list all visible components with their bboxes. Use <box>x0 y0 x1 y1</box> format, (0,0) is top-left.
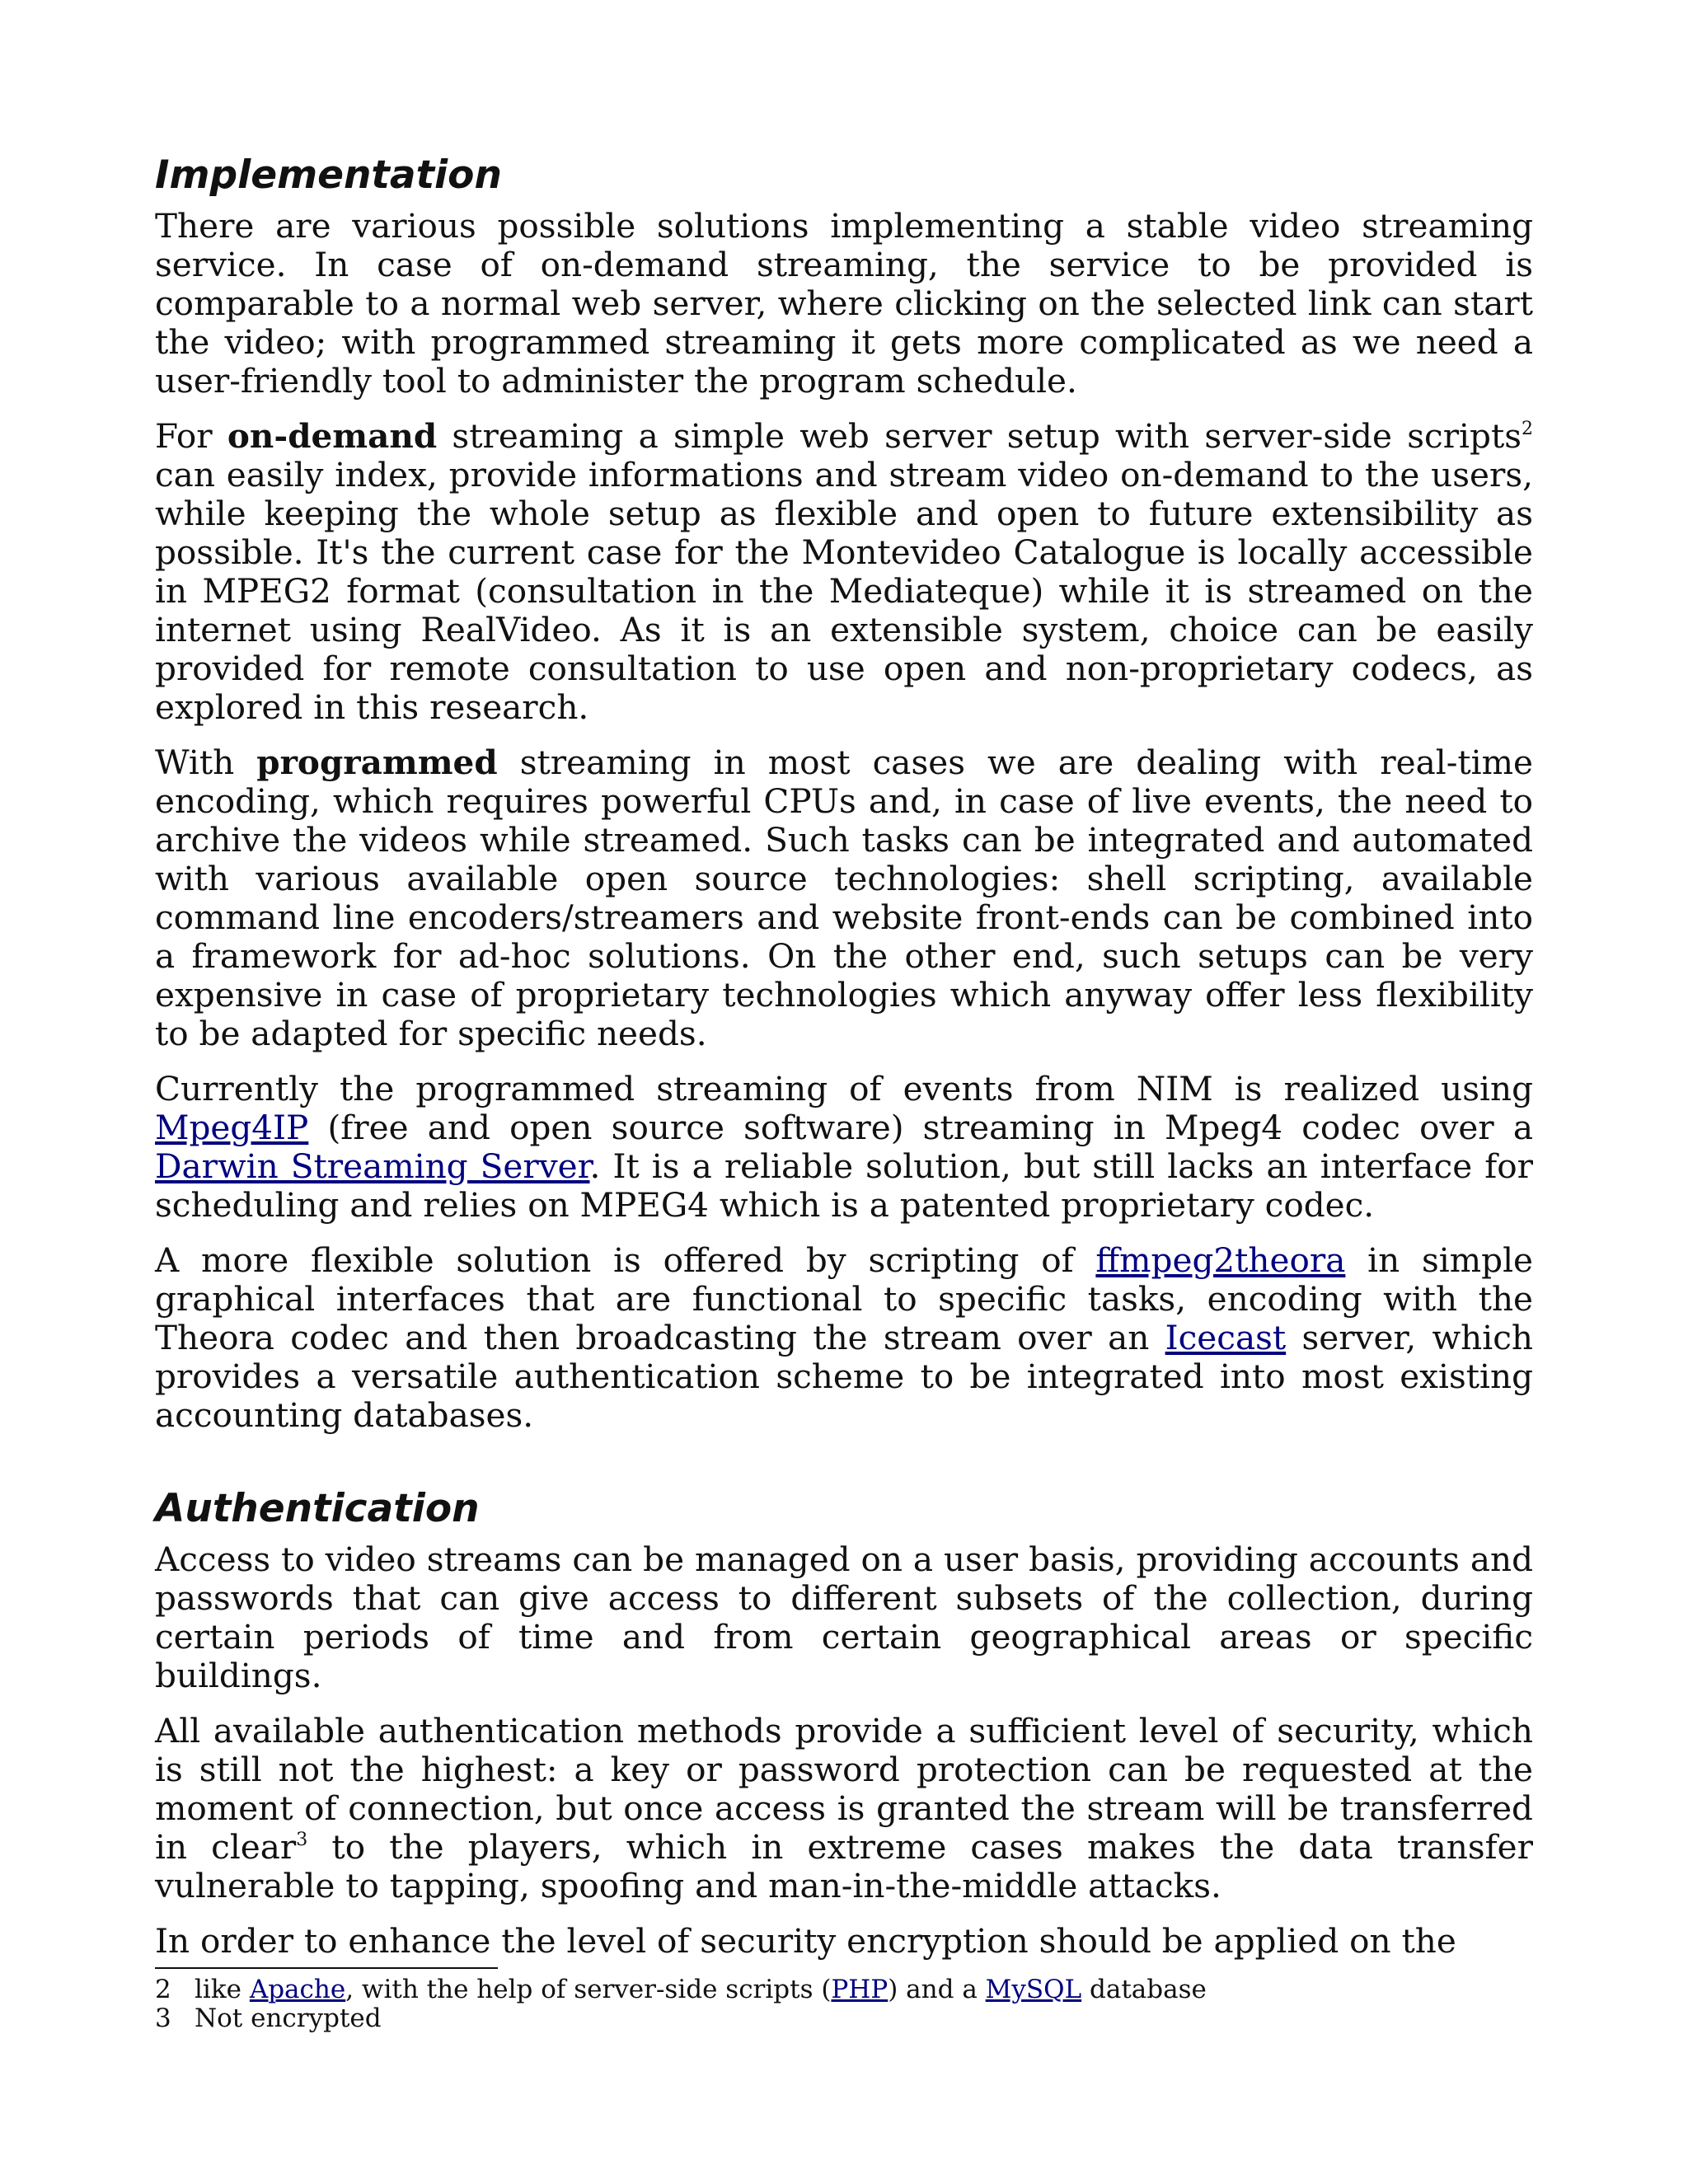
footnote-3 <box>155 2004 1533 2033</box>
text-segment: in simple graphical interfaces that are functional to specific tasks, encoding with the Theora codec and then broadcasting the stream over an <box>155 1240 1533 1357</box>
text-segment: . It is a reliable solution, but still lacks an interface for scheduling and relies on MPEG4 which is a patented proprietary codec. <box>155 1146 1533 1225</box>
link-php[interactable]: PHP <box>831 1975 889 2004</box>
link-darwin-streaming-server[interactable]: Darwin Streaming Server <box>155 1146 590 1186</box>
text-segment: can easily index, provide informations and stream video on-demand to the users, while keeping the whole setup as flexible and open to future extensibility as possible. It's the current case for the Montevideo Catalogue is locally accessible in MPEG2 format (consultation in the Mediateque) while it is streamed on the internet using RealVideo. As it is an extensible system, choice can be easily provided for remote consultation to use open and non-proprietary codecs, as explored in this research. <box>155 455 1533 727</box>
paragraph-security <box>155 1712 1533 1905</box>
link-icecast[interactable]: Icecast <box>1165 1318 1287 1357</box>
text-segment: to the players, which in extreme cases makes the data transfer vulnerable to tapping, spoofing and man-in-the-middle attacks. <box>155 1827 1533 1905</box>
link-ffmpeg2theora[interactable]: ffmpeg2theora <box>1095 1240 1346 1280</box>
link-apache[interactable]: Apache <box>249 1975 346 2004</box>
footnote-number: 2 <box>155 1975 171 2004</box>
text-segment: All available authentication methods provide a sufficient level of security, which is still not the highest: a key or password protection can be requested at the moment of connection, but once access is granted the stream will be transferred in clear <box>155 1711 1533 1867</box>
heading-authentication: Authentication <box>155 1486 480 1531</box>
paragraph-access: Access to video streams can be managed on a user basis, providing accounts and passwords that can give access to different subsets of the collection, during certain periods of time and from certain geographical areas or specific buildings. <box>155 1540 1533 1695</box>
text-segment: For <box>155 416 227 456</box>
paragraph-nim-streaming <box>155 1070 1533 1225</box>
text-segment: With <box>155 743 257 782</box>
footnote-number: 3 <box>155 2004 171 2033</box>
text-segment: , with the help of server-side scripts ( <box>345 1975 832 2004</box>
paragraph-programmed <box>155 743 1533 1053</box>
text-segment: streaming a simple web server setup with server-side scripts <box>437 416 1522 456</box>
paragraph-intro: There are various possible solutions implementing a stable video streaming service. In case of on-demand streaming, the service to be provided is comparable to a normal web server, where clicking on the selected link can start the video; with programmed streaming it gets more complicated as we need a user-friendly tool to administer the program schedule. <box>155 206 1533 401</box>
heading-implementation: Implementation <box>155 152 502 198</box>
document-page <box>155 152 1533 2033</box>
paragraph-encryption: In order to enhance the level of security encryption should be applied on the <box>155 1921 1456 1961</box>
text-segment: database <box>1081 1975 1207 2004</box>
text-segment: server, which provides a versatile authentication scheme to be integrated into most existing accounting databases. <box>155 1318 1533 1435</box>
paragraph-on-demand <box>155 417 1533 727</box>
text-segment: streaming in most cases we are dealing with real-time encoding, which requires powerful CPUs and, in case of live events, the need to archive the videos while streamed. Such tasks can be integrated and automated with various available open source technologies: shell scripting, available command line encoders/streamers and website front-ends can be combined into a framework for ad-hoc solutions. On the other end, such setups can be very expensive in case of proprietary technologies which anyway offer less flexibility to be adapted for specific needs. <box>155 743 1533 1053</box>
bold-term-on-demand: on-demand <box>227 416 438 456</box>
footnote-ref-3[interactable]: 3 <box>296 1830 308 1850</box>
text-segment: (free and open source software) streaming in Mpeg4 codec over a <box>308 1108 1533 1147</box>
footnote-2 <box>155 1975 1533 2004</box>
text-segment: A more flexible solution is offered by scripting of <box>155 1240 1096 1280</box>
link-mysql[interactable]: MySQL <box>985 1975 1082 2004</box>
text-segment: ) and a <box>888 1975 986 2004</box>
bold-term-programmed: programmed <box>256 743 498 782</box>
text-segment: like <box>195 1975 250 2004</box>
footnote-ref-2[interactable]: 2 <box>1522 419 1533 439</box>
text-segment: Not encrypted <box>195 2004 382 2033</box>
paragraph-ffmpeg2theora <box>155 1241 1533 1435</box>
link-mpeg4ip[interactable]: Mpeg4IP <box>155 1108 309 1147</box>
text-segment: Currently the programmed streaming of events from NIM is realized using <box>155 1069 1533 1108</box>
footnote-divider <box>155 1967 498 1969</box>
